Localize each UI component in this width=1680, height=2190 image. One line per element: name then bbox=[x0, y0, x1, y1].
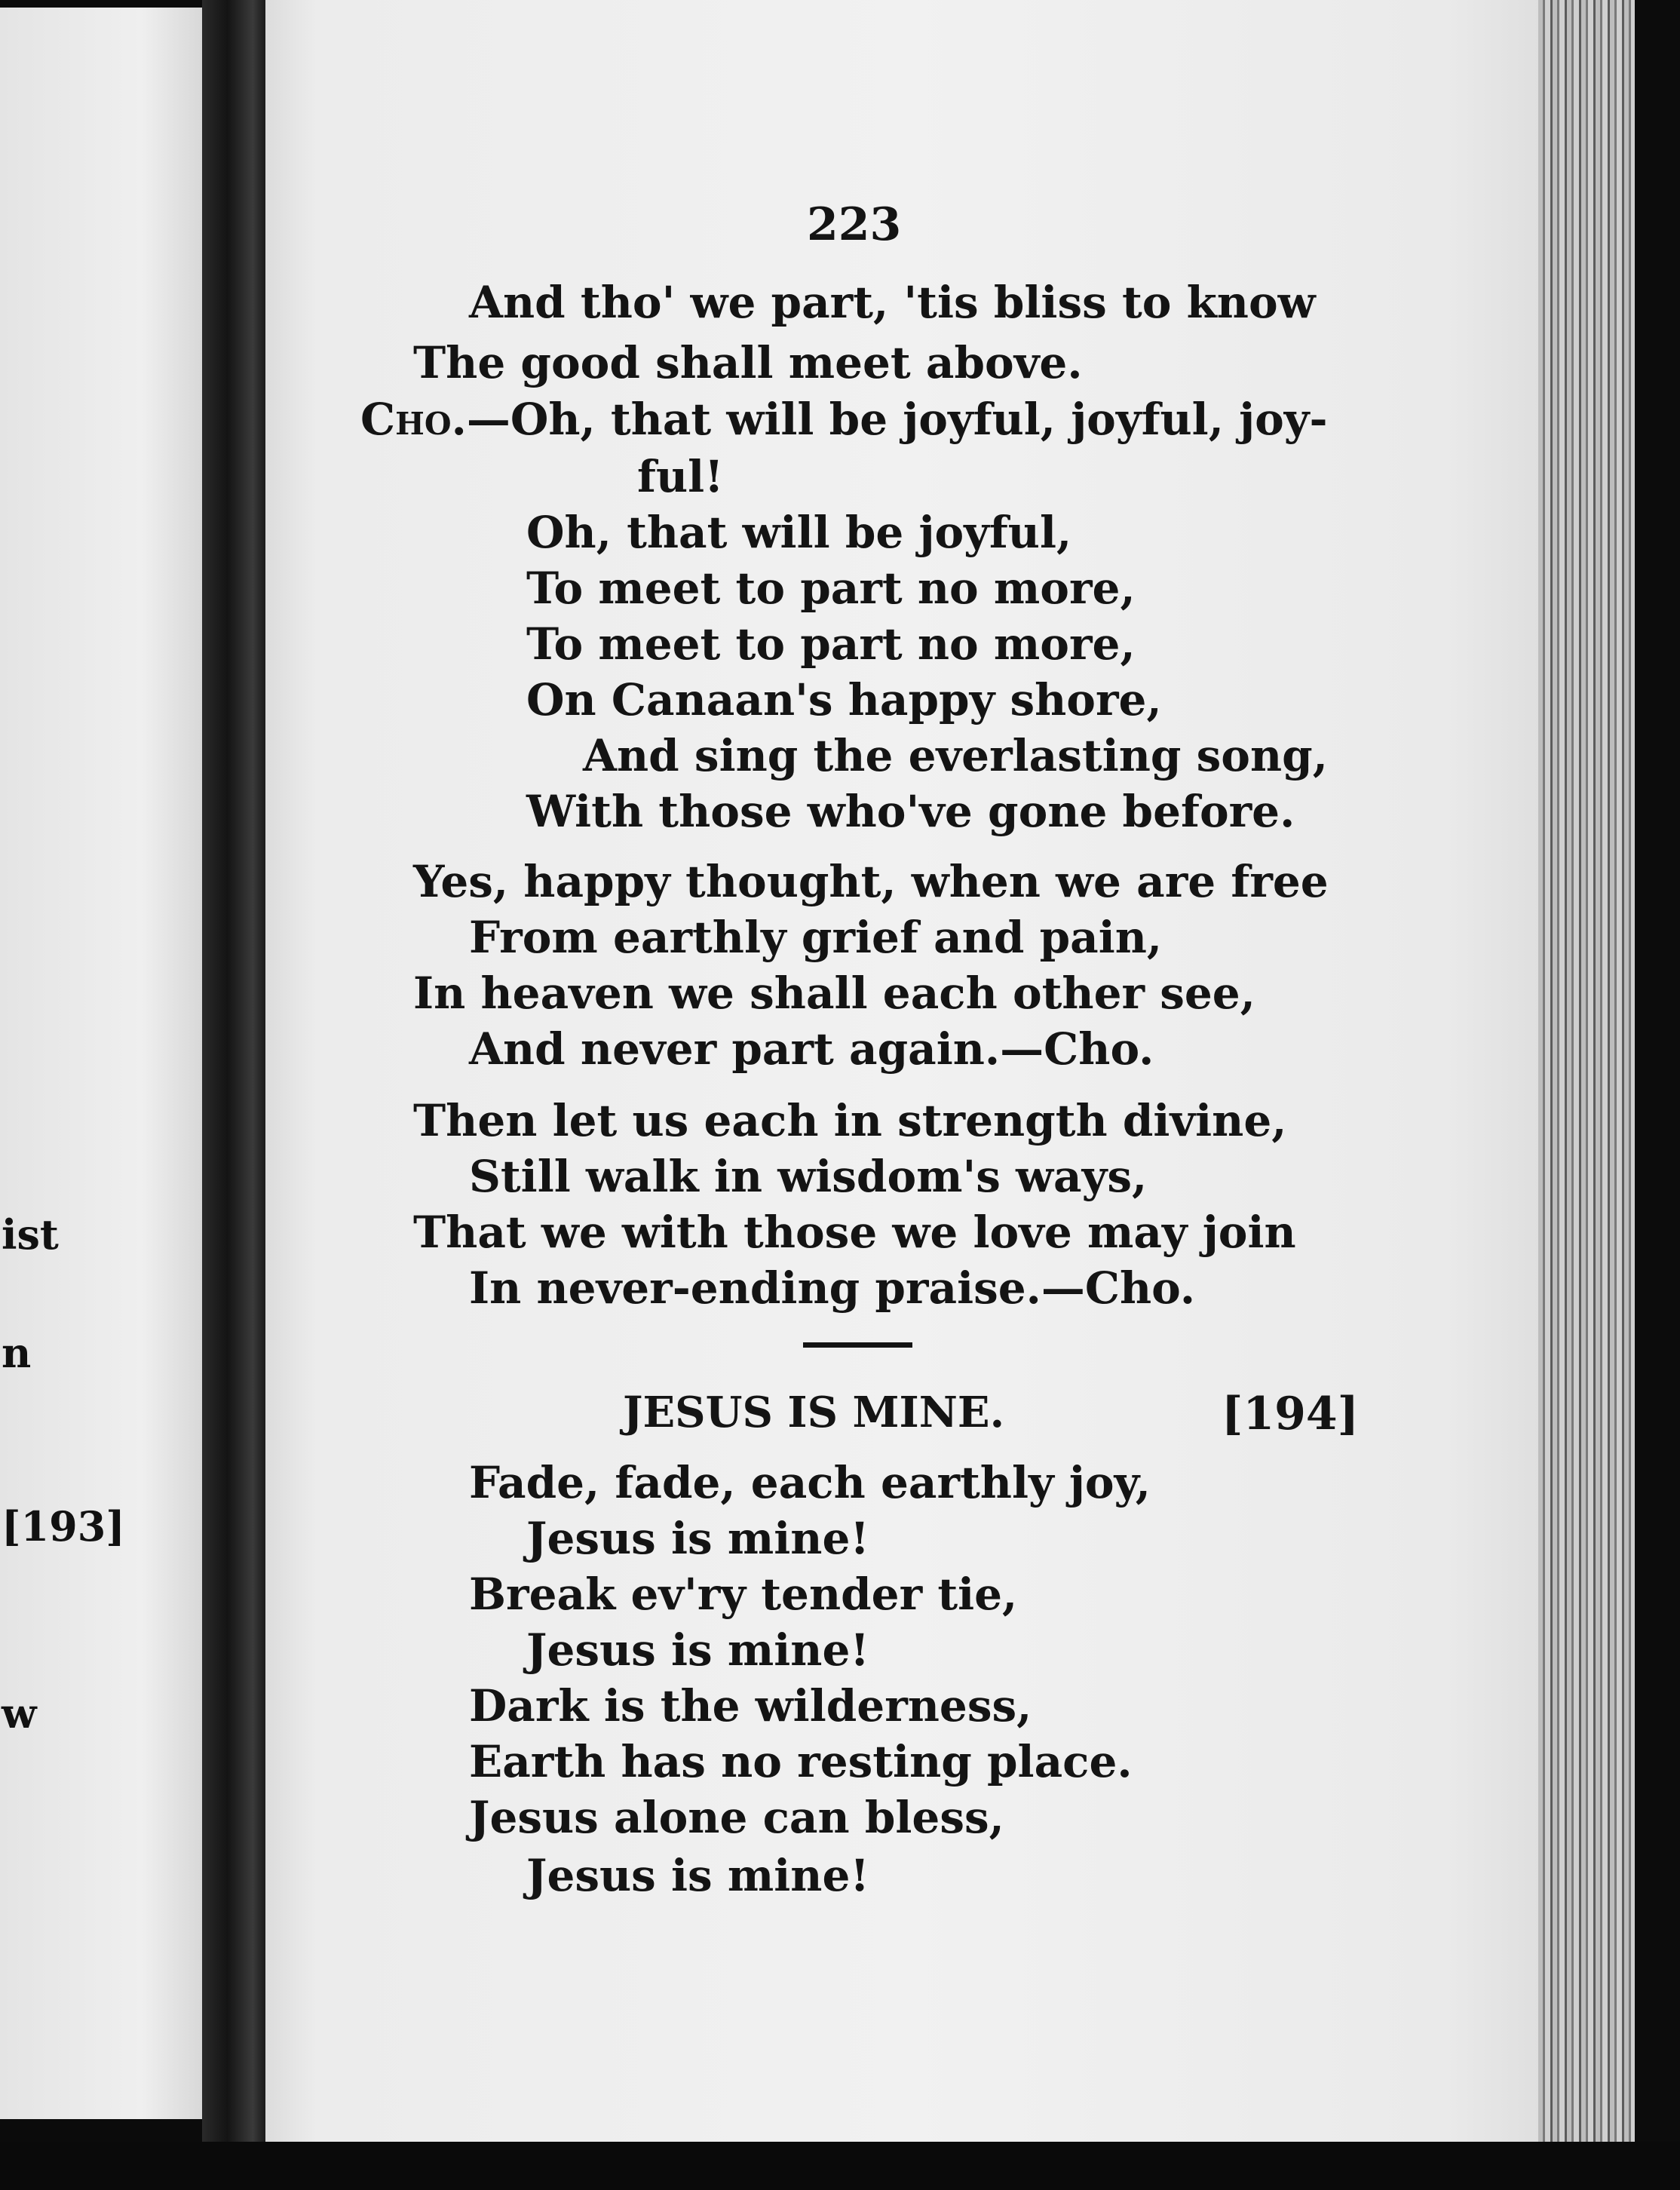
bottom-shadow bbox=[0, 2142, 1680, 2190]
hymn-line: Jesus is mine! bbox=[526, 1624, 869, 1676]
left-fragment-4: w bbox=[2, 1689, 37, 1738]
book-gutter bbox=[202, 0, 265, 2190]
hymn-line: Jesus is mine! bbox=[526, 1513, 869, 1564]
hymn-line: Jesus alone can bless, bbox=[469, 1792, 1004, 1843]
chorus-line: ful! bbox=[637, 451, 724, 502]
left-fragment-2: n bbox=[2, 1329, 32, 1377]
verse-line: In never-ending praise.—Cho. bbox=[469, 1262, 1196, 1314]
chorus-label: Cho. bbox=[360, 394, 467, 445]
hymn-line: Dark is the wilderness, bbox=[469, 1680, 1032, 1731]
verse-line: That we with those we love may join bbox=[413, 1207, 1296, 1258]
hymn-line: Earth has no resting place. bbox=[469, 1736, 1133, 1787]
hymn-line: Break ev'ry tender tie, bbox=[469, 1569, 1018, 1620]
page-number: 223 bbox=[807, 198, 902, 251]
hymn-line: Jesus is mine! bbox=[526, 1850, 869, 1901]
left-facing-page bbox=[0, 8, 202, 2119]
chorus-line: Oh, that will be joyful, bbox=[526, 507, 1072, 558]
left-hymn-number: [193] bbox=[2, 1502, 125, 1550]
page-edges bbox=[1538, 0, 1680, 2190]
chorus-line: To meet to part no more, bbox=[526, 618, 1136, 670]
hymn-number: [194] bbox=[1222, 1388, 1360, 1440]
hymn-line: Fade, fade, each earthly joy, bbox=[469, 1457, 1151, 1508]
verse-line: In heaven we shall each other see, bbox=[413, 968, 1255, 1019]
chorus-line: And sing the everlasting song, bbox=[583, 730, 1328, 781]
chorus-line: With those who've gone before. bbox=[526, 786, 1295, 837]
chorus-line: To meet to part no more, bbox=[526, 563, 1136, 614]
verse-line: Yes, happy thought, when we are free bbox=[413, 856, 1329, 907]
chorus-line: Oh, that will be joyful, joyful, joy- bbox=[510, 394, 1328, 445]
verse-line: From earthly grief and pain, bbox=[469, 912, 1163, 963]
chorus-first-line bbox=[360, 394, 1328, 445]
verse-line: Then let us each in strength divine, bbox=[413, 1095, 1287, 1146]
verse-line: The good shall meet above. bbox=[413, 337, 1083, 388]
chorus-dash: — bbox=[466, 394, 510, 445]
chorus-line: On Canaan's happy shore, bbox=[526, 674, 1162, 725]
section-divider bbox=[803, 1342, 912, 1348]
hymn-title: JESUS IS MINE. bbox=[623, 1388, 1005, 1437]
verse-line: Still walk in wisdom's ways, bbox=[469, 1151, 1148, 1202]
left-fragment-1: ist bbox=[2, 1210, 59, 1259]
verse-line: And tho' we part, 'tis bliss to know bbox=[469, 277, 1316, 328]
verse-line: And never part again.—Cho. bbox=[469, 1023, 1154, 1075]
